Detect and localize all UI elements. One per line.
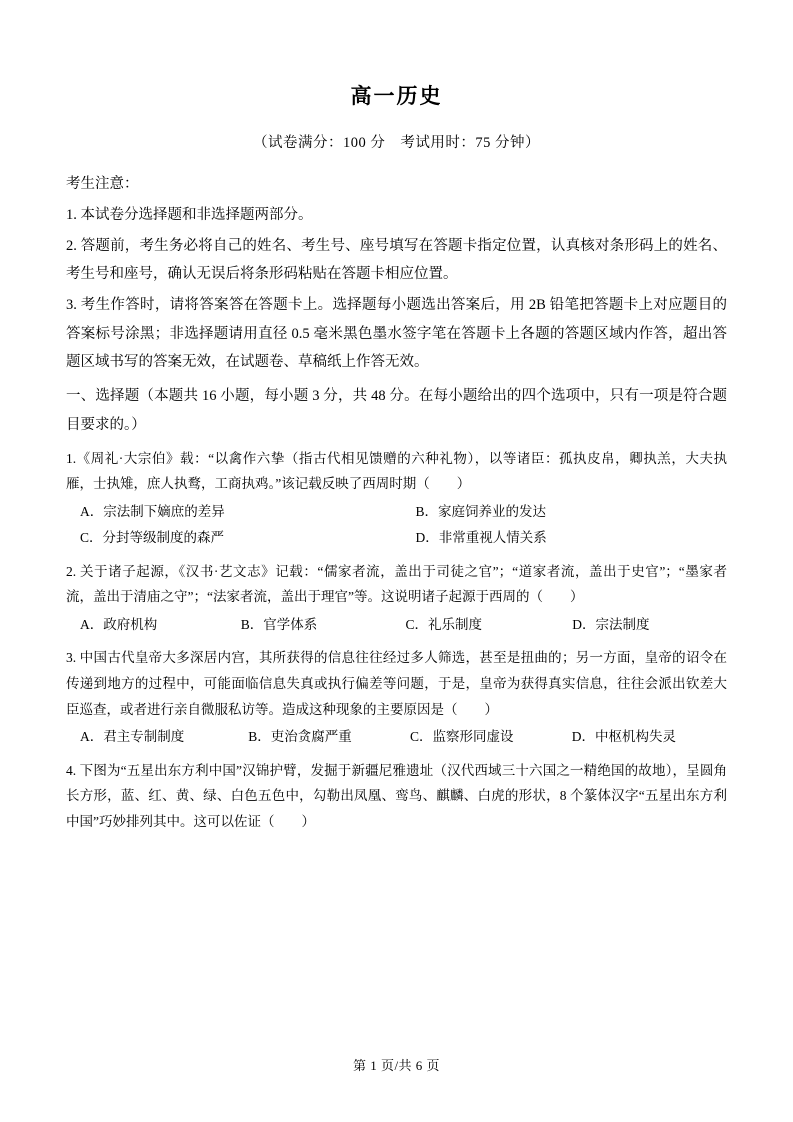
question-1-option-d[interactable]: D．非常重视人情关系 xyxy=(415,530,547,546)
exam-score-time: （试卷满分：100 分 考试用时：75 分钟） xyxy=(253,135,540,152)
section-heading-choice: 一、选择题（本题共 16 小题，每小题 3 分，共 48 分。在每小题给出的四个选项中，只有一项是符合题目要求的。） xyxy=(66,388,727,433)
question-1-stem: 1.《周礼·大宗伯》载：“以禽作六挚（指古代相见馈赠的六种礼物），以等诸臣：孤执皮帛，卿执羔，大夫执雁，士执雉，庶人执鹜，工商执鸡。”该记载反映了西周时期（ ） xyxy=(66,450,727,492)
question-1-options xyxy=(66,499,727,525)
question-1-option-c[interactable]: C．分封等级制度的森严 xyxy=(80,530,225,546)
question-3-options xyxy=(66,724,727,750)
question-1-options-2 xyxy=(66,525,727,551)
question-3-option-d[interactable]: D．中枢机构失灵 xyxy=(571,729,676,745)
question-2-options xyxy=(66,612,727,638)
question-3-option-b[interactable]: B．吏治贪腐严重 xyxy=(248,729,352,745)
question-4-stem: 4. 下图为“五星出东方利中国”汉锦护臂，发掘于新疆尼雅遗址（汉代西域三十六国之一精绝国的故地），呈圆角长方形，蓝、红、黄、绿、白色五色中，勾勒出凤凰、鸾鸟、麒麟、白虎的形状，8 个篆体汉字“五星出东方利中国”巧妙排列其中。这可以佐证（ ） xyxy=(66,762,727,829)
question-2-option-b[interactable]: B．官学体系 xyxy=(240,616,318,632)
notice-item-3: 3. 考生作答时，请将答案答在答题卡上。选择题每小题选出答案后，用 2B 铅笔把答题卡上对应题目的答案标号涂黑；非选择题请用直径 0.5 毫米黑色墨水签字笔在答题卡上各题的答题区域内作答，超出答题区域书写的答案无效，在试题卷、草稿纸上作答无效。 xyxy=(66,297,727,370)
question-2-option-a[interactable]: A．政府机构 xyxy=(80,616,158,632)
page-footer: 第 1 页/共 6 页 xyxy=(352,1058,441,1073)
question-3-option-a[interactable]: A．君主专制制度 xyxy=(80,729,185,745)
question-2-stem: 2. 关于诸子起源，《汉书·艺文志》记载：“儒家者流，盖出于司徒之官”；“道家者流，盖出于史官”；“墨家者流，盖出于清庙之守”；“法家者流，盖出于理官”等。这说明诸子起源于西周的（ ） xyxy=(66,563,727,605)
question-2-option-d[interactable]: D．宗法制度 xyxy=(572,616,650,632)
question-1-option-b[interactable]: B．家庭饲养业的发达 xyxy=(415,504,547,520)
notice-item-2: 2. 答题前，考生务必将自己的姓名、考生号、座号填写在答题卡指定位置，认真核对条形码上的姓名、考生号和座号，确认无误后将条形码粘贴在答题卡相应位置。 xyxy=(66,237,727,283)
page-title: 高一历史 xyxy=(350,84,443,108)
notice-heading: 考生注意： xyxy=(66,176,139,193)
question-2-option-c[interactable]: C．礼乐制度 xyxy=(405,616,483,632)
question-3-option-c[interactable]: C．监察形同虚设 xyxy=(409,729,514,745)
question-3-stem: 3. 中国古代皇帝大多深居内宫，其所获得的信息往往经过多人筛选，甚至是扭曲的；另一方面，皇帝的诏令在传递到地方的过程中，可能面临信息失真或执行偏差等问题，于是，皇帝为获得真实信息，往往会派出钦差大臣巡查，或者进行亲自微服私访等。造成这种现象的主要原因是（ ） xyxy=(66,650,727,717)
notice-item-1: 1. 本试卷分选择题和非选择题两部分。 xyxy=(66,206,313,223)
question-1-option-a[interactable]: A．宗法制下嫡庶的差异 xyxy=(80,504,225,520)
